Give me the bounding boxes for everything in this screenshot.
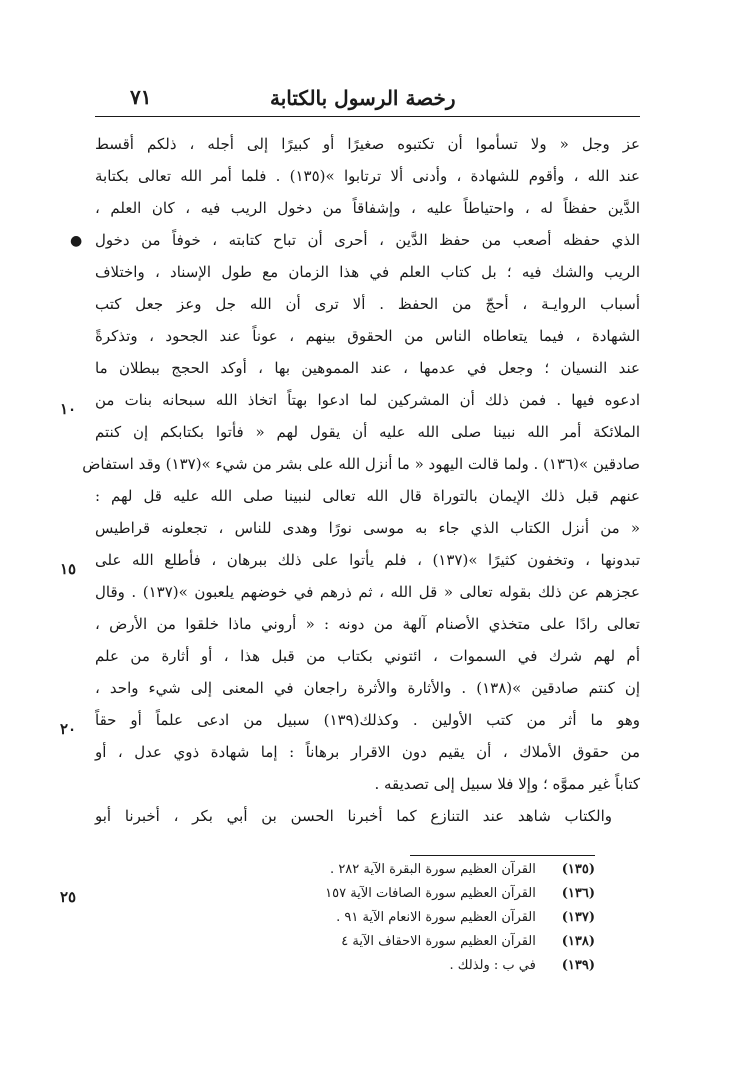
text-line: أسباب الروايـة ، أحجّ من الحفظ . ألا ترى أن الله جل وعز جعل كتب xyxy=(95,295,640,313)
margin-line-number: ٢٥ xyxy=(60,888,77,906)
page-number: ٧١ xyxy=(130,85,152,109)
text-line: الملائكة أمر الله نبينا صلى الله عليه أن يقول لهم « فأتوا بكتابكم إن كنتم xyxy=(95,423,640,441)
text-line: إن كنتم صادقين »(١٣٨) . والأثارة والأثرة راجعان في المعنى إلى شيء واحد ، xyxy=(95,679,641,697)
footnote xyxy=(330,954,595,978)
text-line: عنهم قبل ذلك الإيمان بالتوراة قال الله تعالى لنبينا صلى الله عليه قل لهم : xyxy=(95,487,640,505)
text-line: عند النسيان ؛ وجعل في عدمها ، عند المموهين بها ، أوكد الحجج ببطلان ما xyxy=(95,359,640,377)
footnote-text: القرآن العظيم سورة البقرة الآية ٢٨٢ . xyxy=(330,862,536,877)
main-text xyxy=(82,128,641,832)
footnote-text: القرآن العظيم سورة الصافات الآية ١٥٧ xyxy=(325,886,536,901)
text-line: وهو ما أثر من كتب الأولين . وكذلك(١٣٩) سبيل من ادعى علماً أو حقاً xyxy=(95,711,640,729)
margin-bullet: ● xyxy=(70,233,83,249)
text-line: كتاباً غير مموَّه ؛ وإلا فلا سبيل إلى تصديقه . xyxy=(374,775,640,793)
text-line: صادقين »(١٣٦) . ولما قالت اليهود « ما أنزل الله على بشر من شيء »(١٣٧) وقد استفاض xyxy=(82,455,640,473)
footnote-divider xyxy=(410,855,595,856)
margin-line-number: ١٠ xyxy=(60,400,77,418)
footnote xyxy=(330,858,595,882)
text-line: الشهادة ، فيما يتعاطاه الناس من الحقوق بينهم ، عوناً عند الجحود ، وتذكرةً xyxy=(95,327,640,345)
text-line: الذي حفظه أصعب من حفظ الدَّين ، أحرى أن تباح كتابته ، خوفاً من دخول xyxy=(95,231,640,249)
footnote-text: القرآن العظيم سورة الاحقاف الآية ٤ xyxy=(341,934,536,949)
footnote-text: القرآن العظيم سورة الانعام الآية ٩١ . xyxy=(336,910,536,925)
running-title: رخصة الرسول بالكتابة xyxy=(270,86,456,110)
text-line: الريب والشك فيه ؛ بل كتاب العلم في هذا الزمان مع طول الإسناد ، واختلاف xyxy=(95,263,640,281)
text-line: عجزهم عن ذلك بقوله تعالى « قل الله ، ثم ذرهم في خوضهم يلعبون »(١٣٧) . وقال xyxy=(95,583,640,601)
footnote-number: (١٣٦) xyxy=(561,886,595,901)
text-line: من حقوق الأملاك ، أن يقيم دون الاقرار برهاناً : إما شهادة ذوي عدل ، أو xyxy=(95,743,640,761)
text-line: الدَّين حفظاً له ، واحتياطاً عليه ، وإشفاقاً من دخول الريب فيه ، كان العلم ، xyxy=(95,199,640,217)
text-line: تبدونها ، وتخفون كثيرًا »(١٣٧) ، فلم يأتوا على ذلك ببرهان ، فأطلع الله على xyxy=(95,551,640,569)
footnote-text: في ب : ولذلك . xyxy=(449,958,536,973)
footnote-number: (١٣٩) xyxy=(561,958,595,973)
text-line: والكتاب شاهد عند التنازع كما أخبرنا الحسن بن أبي بكر ، أخبرنا أبو xyxy=(95,807,612,825)
text-line: ادعوه فيها . فمن ذلك أن المشركين لما ادعوا بهتاً اتخاذ الله سبحانه بنات من xyxy=(95,391,640,409)
page-header xyxy=(95,80,640,117)
margin-line-number: ٢٠ xyxy=(60,720,77,738)
footnote xyxy=(330,906,595,930)
margin-line-number: ١٥ xyxy=(60,560,77,578)
footnote-number: (١٣٥) xyxy=(561,862,595,877)
footnote xyxy=(330,930,595,954)
footnotes xyxy=(325,858,595,978)
footnote xyxy=(325,882,595,906)
text-line: أم لهم شرك في السموات ، ائتوني بكتاب من قبل هذا ، أو أثارة من علم xyxy=(95,647,640,665)
text-line: عند الله ، وأقوم للشهادة ، وأدنى ألا ترتابوا »(١٣٥) . فلما أمر الله تعالى بكتابة xyxy=(95,167,640,185)
text-line: تعالى رادًا على متخذي الأصنام آلهة من دونه : « أروني ماذا خلقوا من الأرض ، xyxy=(95,615,640,633)
footnote-number: (١٣٧) xyxy=(561,910,595,925)
text-line: عز وجل « ولا تسأموا أن تكتبوه صغيرًا أو كبيرًا إلى أجله ، ذلكم أقسط xyxy=(95,135,640,153)
text-line: « من أنزل الكتاب الذي جاء به موسى نورًا وهدى للناس ، تجعلونه قراطيس xyxy=(95,519,640,537)
footnote-number: (١٣٨) xyxy=(561,934,595,949)
